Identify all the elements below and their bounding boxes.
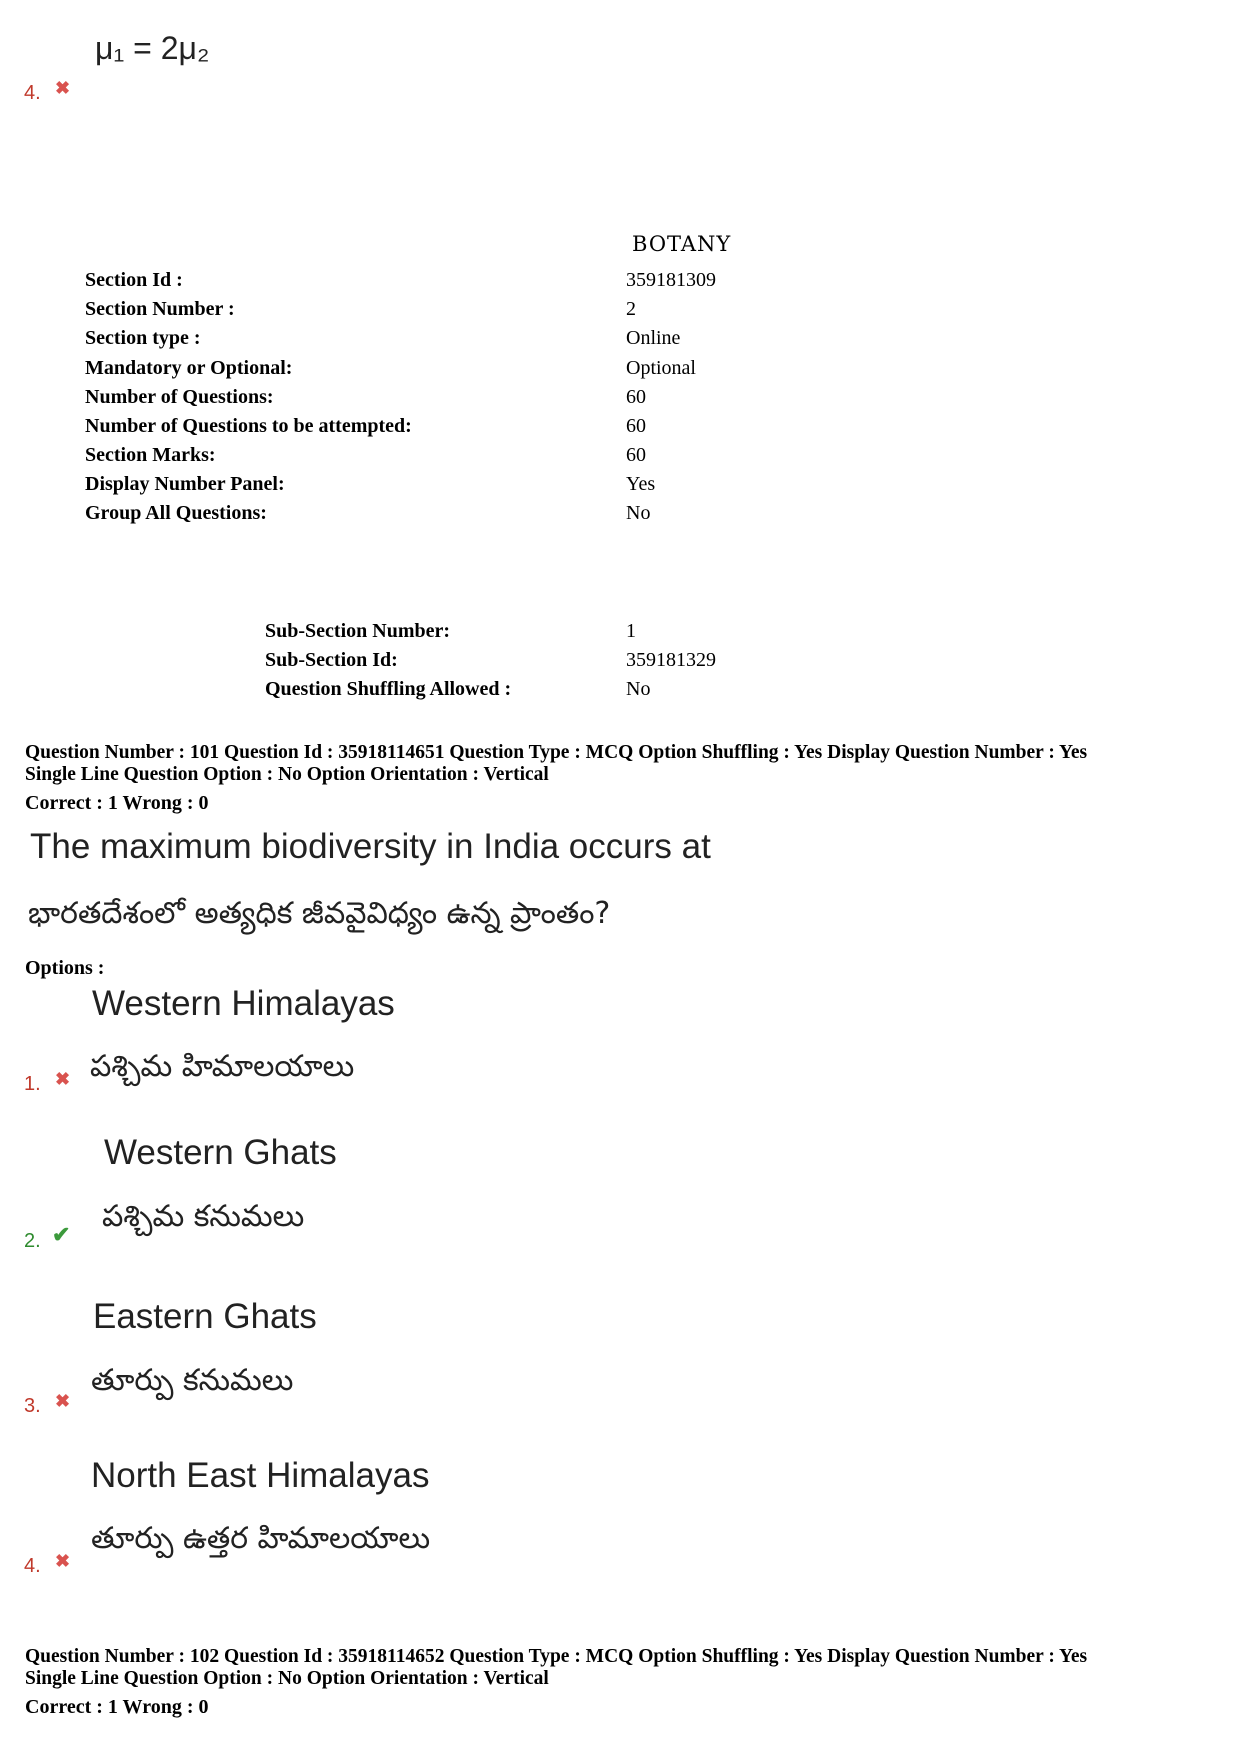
section-value: 60 — [626, 415, 646, 437]
question-marks: Correct : 1 Wrong : 0 — [25, 792, 209, 814]
section-label: Number of Questions: — [85, 386, 274, 408]
option-text-english: Western Himalayas — [92, 984, 395, 1023]
section-label: Mandatory or Optional: — [85, 357, 293, 379]
option-number: 1. — [24, 1073, 41, 1095]
question-marks: Correct : 1 Wrong : 0 — [25, 1696, 209, 1718]
question-meta-line2: Single Line Question Option : No Option Orientation : Vertical — [25, 1668, 549, 1689]
section-value: Online — [626, 327, 681, 349]
section-value: 2 — [626, 298, 636, 320]
section-value: No — [626, 502, 651, 524]
section-label: Group All Questions: — [85, 502, 267, 524]
section-title: BOTANY — [632, 232, 732, 256]
option-number: 2. — [24, 1230, 41, 1252]
section-value: 60 — [626, 386, 646, 408]
option-text-english: Eastern Ghats — [93, 1297, 317, 1336]
section-value: Yes — [626, 473, 656, 495]
option-text-telugu: పశ్చిమ హిమాలయాలు — [90, 1049, 355, 1084]
option-text-english: North East Himalayas — [91, 1456, 430, 1495]
option-text-english: Western Ghats — [104, 1133, 337, 1172]
subsection-label: Question Shuffling Allowed : — [265, 678, 512, 700]
subsection-value: 359181329 — [626, 649, 716, 671]
subsection-label: Sub-Section Id: — [265, 649, 398, 671]
section-label: Section Number : — [85, 298, 235, 320]
cross-icon: ✖ — [55, 78, 71, 98]
section-label: Section type : — [85, 327, 201, 349]
prev-option-formula: μ₁ = 2μ₂ — [95, 30, 210, 66]
subsection-value: 1 — [626, 620, 636, 642]
section-label: Display Number Panel: — [85, 473, 285, 495]
options-label: Options : — [25, 957, 105, 979]
prev-option-number: 4. — [24, 82, 41, 104]
option-number: 4. — [24, 1555, 41, 1577]
question-text-english: The maximum biodiversity in India occurs at — [30, 827, 711, 866]
section-label: Section Id : — [85, 269, 183, 291]
option-number: 3. — [24, 1395, 41, 1417]
cross-icon: ✖ — [55, 1551, 71, 1571]
question-meta-line1: Question Number : 101 Question Id : 35918114651 Question Type : MCQ Option Shuffling : Yes Display Question Number : Yes — [25, 742, 1088, 763]
option-text-telugu: తూర్పు కనుమలు — [91, 1363, 294, 1398]
question-meta-line1: Question Number : 102 Question Id : 35918114652 Question Type : MCQ Option Shuffling : Yes Display Question Number : Yes — [25, 1646, 1088, 1667]
section-label: Number of Questions to be attempted: — [85, 415, 412, 437]
check-icon: ✔ — [52, 1222, 71, 1247]
question-meta-line2: Single Line Question Option : No Option Orientation : Vertical — [25, 764, 549, 785]
section-value: Optional — [626, 357, 696, 379]
cross-icon: ✖ — [55, 1391, 71, 1411]
subsection-label: Sub-Section Number: — [265, 620, 451, 642]
option-text-telugu: పశ్చిమ కనుమలు — [102, 1199, 305, 1234]
cross-icon: ✖ — [55, 1069, 71, 1089]
section-value: 359181309 — [626, 269, 716, 291]
option-text-telugu: తూర్పు ఉత్తర హిమాలయాలు — [91, 1521, 431, 1556]
section-value: 60 — [626, 444, 646, 466]
subsection-value: No — [626, 678, 651, 700]
section-label: Section Marks: — [85, 444, 216, 466]
question-text-telugu: భారతదేశంలో అత్యధిక జీవవైవిధ్యం ఉన్న ప్రాంతం? — [28, 896, 611, 931]
